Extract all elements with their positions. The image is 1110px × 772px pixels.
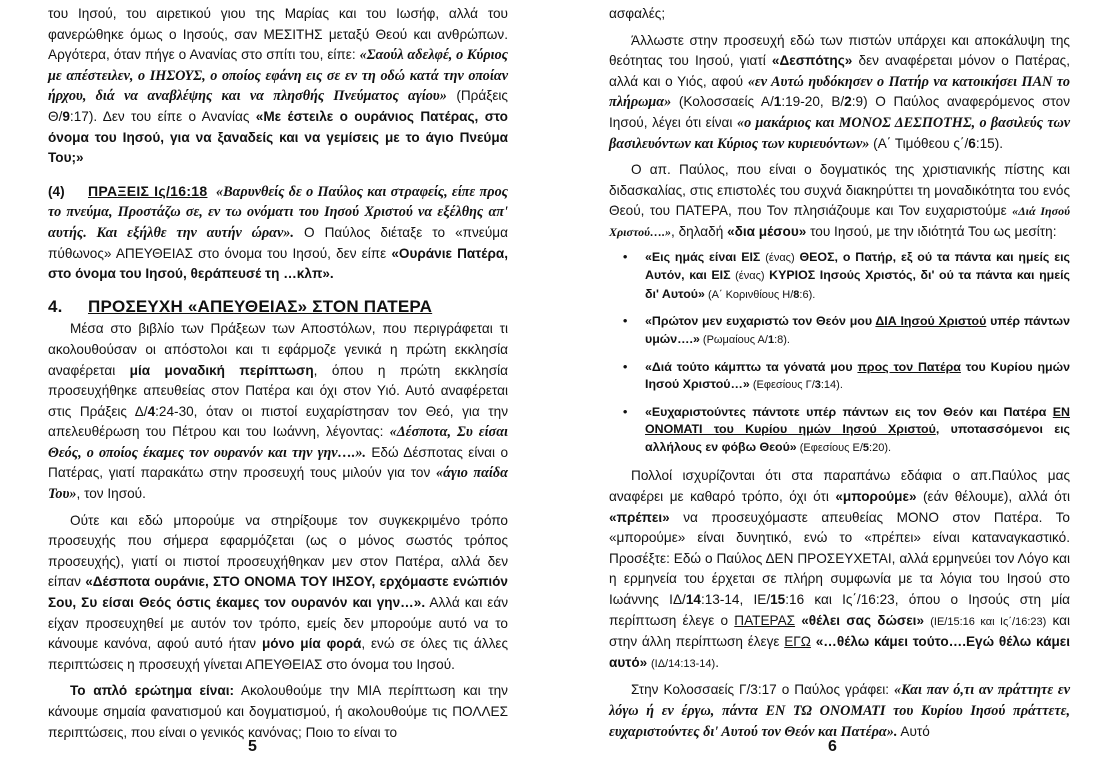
text: Άλλωστε στην προσευχή εδώ των πιστών υπάρχει και αποκάλυψη της θεότητας του Ιησού, γιατί — [609, 32, 1070, 69]
emphasis: «Δεσπότης» — [771, 53, 853, 69]
emphasis: «Με έστειλε ο ουράνιος Πατέρας, στο όνομα του Ιησού, για να ξαναδείς και να γεμίσεις με το άγιο Πνεύμα Του;» — [48, 108, 508, 166]
verse-emphasis: προς τον Πατέρα — [857, 359, 961, 374]
verse-list — [609, 249, 1070, 458]
paragraph-paul — [609, 160, 1070, 242]
reference: (ΙΔ/14:13-14) — [650, 657, 716, 670]
reference: :14). — [820, 379, 843, 392]
text: :13-14, ΙΕ/ — [700, 592, 771, 608]
scripture-quote: «εν Αυτώ ηυδόκησεν ο Πατήρ να κατοικήσει ΠΑΝ το πλήρωμα» — [609, 73, 1070, 111]
paragraph-acts — [48, 319, 508, 504]
chapter-number: 1 — [773, 94, 782, 110]
emphasis: «Δέσποτα ουράνιε, ΣΤΟ ΟΝΟΜΑ ΤΟΥ ΙΗΣΟΥ, ερχόμαστε ενώπιόν Σου, Συ είσαι Θεός όστις έκαμες τον ουρανόν και γην…». — [48, 574, 508, 611]
bullet-icon: • — [623, 314, 628, 329]
item-number: (4) — [48, 183, 65, 199]
text: , τον Ιησού. — [76, 486, 146, 502]
text: . — [715, 654, 719, 670]
reference: (ΙΕ/15:16 και Ις΄/16:23) — [930, 615, 1047, 628]
paragraph-despotis — [609, 31, 1070, 155]
chapter-number: 14 — [685, 592, 701, 608]
reference: :19-20, Β/ — [781, 94, 845, 110]
reference: (Πράξεις Θ/ — [48, 88, 508, 124]
verse-text: υπέρ πάντων υμών….» — [645, 314, 1071, 346]
text: και στην άλλη περίπτωση έλεγε — [609, 612, 1070, 650]
verse-emphasis: ΔΙΑ Ιησού Χριστού — [875, 314, 987, 329]
text: :24-30, όταν οι πιστοί ευχαρίστησαν τον Θεό, για την απελευθέρωση του Πέτρου και του Ιωάννη, λέγοντας: — [48, 403, 508, 440]
text: , ενώ σε όλες τις άλλες περιπτώσεις η προσευχή γίνεται ΑΠΕΥΘΕΙΑΣ στο όνομα του Ιησού. — [48, 636, 508, 672]
reference: (Α΄ Τιμόθεου ς΄/ — [869, 135, 969, 151]
chapter-number: 6 — [968, 135, 976, 151]
scripture-quote: «Και παν ό,τι αν πράττητε εν λόγω ή εν έργω, πάντα ΕΝ ΤΩ ΟΝΟΜΑΤΙ του Κυρίου Ιησού πράττετε, ευχαριστούντες δι' Αυτού τον Θεόν και Πατέρα». — [609, 682, 1071, 740]
text: του Ιησού, με την ιδιότητά Του ως μεσίτη: — [806, 223, 1057, 239]
verse-item — [623, 313, 1071, 349]
reference: (Εφεσίους Ε/ — [796, 441, 863, 454]
emphasis: «δια μέσου» — [727, 223, 807, 239]
text: Αυτό — [897, 723, 930, 739]
reference: (Α΄ Κορινθίους Η/ — [704, 288, 794, 301]
text: Ακολουθούμε την ΜΙΑ περίπτωση και την κάνουμε σημαία φανατισμού και δογματισμού, ή ακολουθούμε τις ΠΟΛΛΕΣ περιπτώσεις, που είναι ο γενικός κανόνας; Ποιο το είναι το — [48, 683, 508, 740]
emphasis: «Ουράνιε Πατέρα, στο όνομα του Ιησού, θεράπευσέ τη …κλπ». — [48, 245, 508, 282]
text: Ο απ. Παύλος, που είναι ο δογματικός της χριστιανικής πίστης και διδασκαλίας, στις επιστολές του συχνά διακηρύττει τη μοναδικότητα του ενός Θεού, του ΠΑΤΕΡΑ, που Τον πλησιάζουμε και Τον ευχαριστούμε — [609, 162, 1070, 219]
verse-item — [623, 249, 1070, 305]
paragraph-must — [609, 466, 1070, 674]
text: δεν αναφέρεται μόνον ο Πατέρας, αλλά και ο Υιός, αφού — [609, 53, 1070, 89]
scripture-reference: ΠΡΑΞΕΙΣ Ις/16:18 — [88, 182, 208, 199]
reference: (Εφεσίους Γ/ — [749, 379, 815, 392]
paragraph-method — [48, 511, 508, 676]
emphasis: μόνο μία φορά — [261, 636, 362, 652]
emphasis: «θέλει σας δώσει» — [801, 612, 925, 628]
chapter-number: 9 — [62, 108, 70, 124]
text: του Ιησού, του αιρετικού γιου της Μαρίας και του Ιωσήφ, αλλά του φανερώθηκε όμως ο Ιησούς, σαν ΜΕΣΙΤΗΣ μεταξύ Θεού και ανθρώπων. Αργότερα, όταν πήγε ο Ανανίας στο σπίτι του, είπε: — [48, 6, 508, 63]
text: :9) Ο Παύλος αναφερόμενος στον Ιησού, λέγει ότι είναι — [609, 94, 1070, 130]
text: , δηλαδή — [671, 223, 728, 239]
verse-text: ΚΥΡΙΟΣ Ιησούς Χριστός, δι' ού τα πάντα και ημείς δι' Αυτού» — [645, 268, 1070, 301]
reference: (Ρωμαίους Α/ — [699, 333, 768, 346]
reference: (Κολοσσαείς Α/ — [671, 94, 774, 110]
bullet-icon: • — [623, 249, 628, 264]
chapter-number: 3 — [814, 379, 821, 392]
verse-emphasis: ΕΝ ΟΝΟΜΑΤΙ του Κυρίου ημών Ιησού Χριστού — [645, 404, 1070, 437]
paragraph-colossians — [609, 680, 1070, 742]
text: :16 και Ις΄/16:23, όπου ο Ιησούς στη μία περίπτωση έλεγε ο — [609, 592, 1071, 628]
section-4-paragraph — [48, 181, 508, 285]
page-number: 5 — [248, 738, 257, 756]
verse-text: «Ευχαριστούντες πάντοτε υπέρ πάντων εις τον Θεόν και Πατέρα — [645, 404, 1053, 419]
gloss: (ένας) — [735, 270, 765, 283]
emphasis: «πρέπει» — [609, 509, 670, 525]
verse-text: , υποτασσόμενοι εις αλλήλους εν φόβω Θεού» — [645, 422, 1070, 454]
scripture-quote: «Βαρυνθείς δε ο Παύλος και στραφείς, είπε προς το πνεύμα, Προστάζω σε, εν τω ονόματι του Ιησού Χριστού να εξέλθης απ' αυτής. Και εξήλθε την αυτήν ώραν». — [48, 183, 509, 241]
text: Ο Παύλος διέταξε το «πνεύμα πύθωνος» ΑΠΕΥΘΕΙΑΣ στο όνομα του Ιησού, δεν είπε — [48, 224, 508, 261]
verse-text: ΘΕΟΣ, ο Πατήρ, εξ ού τα πάντα και ημείς εις Αυτόν, και ΕΙΣ — [645, 249, 1070, 283]
paragraph-continuation: ασφαλές; — [609, 6, 666, 21]
chapter-number: 2 — [844, 94, 852, 110]
text: Μέσα στο βιβλίο των Πράξεων των Αποστόλων, που περιγράφεται τι ακολουθούσαν οι απόστολοι και τι εφάρμοζε γενικά η πρώτη εκκλησία αναφέρεται — [48, 321, 508, 378]
verse-text: «Εις ημάς είναι ΕΙΣ — [645, 249, 766, 264]
text: :17). Δεν του είπε ο Ανανίας — [69, 108, 256, 124]
scripture-quote: «Δέσποτα, Συ είσαι Θεός, ο οποίος έκαμες τον ουρανόν και την γην….». — [48, 424, 508, 461]
emphasis: μία μοναδική περίπτωση — [129, 362, 314, 378]
chapter-number: 8 — [793, 288, 800, 301]
reference: :15). — [975, 135, 1004, 151]
chapter-number: 15 — [770, 592, 786, 608]
text: Αλλά και εάν είχαν προσευχηθεί με αυτόν τον τρόπο, εμείς δεν μπορούμε αυτό να το κάνουμε κανόνα, αφού αυτό ήταν — [48, 595, 508, 652]
heading-number: 4. — [48, 296, 63, 316]
reference: :6). — [799, 288, 816, 301]
text: Στην Κολοσσαείς Γ/3:17 ο Παύλος γράφει: — [631, 682, 895, 698]
verse-text: «Πρώτον μεν ευχαριστώ τον Θεόν μου — [645, 314, 876, 329]
paragraph-question — [48, 681, 508, 743]
text: να προσευχόμαστε απευθείας ΜΟΝΟ στον Πατέρα. Το «μπορούμε» είναι δυνητικό, ενώ το «πρέπει» είναι καταναγκαστικό. Προσέξτε: Εδώ ο Παύλος ΔΕΝ ΠΡΟΣΕΥΧΕΤΑΙ, αλλά ερμηνεύει τον Λόγο και η ερμηνεία του έρχεται σε πλήρη συμφωνία με τα λόγια του Ιησού στο Ιωάννης ΙΔ/ — [609, 509, 1070, 608]
bullet-icon: • — [623, 404, 628, 419]
reference: :8). — [774, 333, 790, 346]
text: (εάν θέλουμε), αλλά ότι — [916, 489, 1070, 505]
scripture-quote: «ο μακάριος και ΜΟΝΟΣ ΔΕΣΠΟΤΗΣ, ο βασιλεύς των βασιλευόντων και Κύριος των κυριευόντων» — [609, 114, 1070, 152]
verse-text: του Κυρίου ημών Ιησού Χριστού…» — [645, 359, 1070, 392]
page-right — [555, 0, 1110, 772]
verse-item — [623, 404, 1070, 458]
text: Εδώ Δέσποτας είναι ο Πατέρας, γιατί παρακάτω στην προσευχή τους μιλούν για τον — [48, 444, 509, 481]
underlined-word: ΠΑΤΕΡΑΣ — [734, 612, 796, 628]
scripture-quote: «άγιο παίδα Του» — [48, 465, 508, 503]
text: , όπου η πρώτη εκκλησία προσευχήθηκε απευθείας στον Πατέρα και όχι στον Υιό. Αυτό αναφέρεται στις Πράξεις Δ/ — [48, 362, 508, 419]
reference: :20). — [869, 441, 892, 454]
emphasis: Το απλό ερώτημα είναι: — [70, 683, 235, 699]
paragraph-intro — [48, 4, 508, 169]
heading-text: ΠΡΟΣΕΥΧΗ «ΑΠΕΥΘΕΙΑΣ» ΣΤΟΝ ΠΑΤΕΡΑ — [88, 296, 433, 316]
chapter-number: 5 — [862, 441, 870, 454]
text: Ούτε και εδώ μπορούμε να στηρίξουμε τον συγκεκριμένο τρόπο προσευχής που σήμερα εφαρμόζεται (ως ο μόνος σωστός τρόπος προσευχής), γιατί οι πιστοί προσευχήθηκαν μεν στον Πατέρα, αλλά δεν είπαν — [48, 512, 508, 590]
section-heading — [48, 297, 508, 318]
chapter-number: 1 — [767, 333, 775, 346]
gloss: (ένας) — [765, 251, 795, 264]
underlined-word: ΕΓΩ — [784, 634, 811, 650]
emphasis: «…θέλω κάμει τούτο….Εγώ θέλω κάμει αυτό» — [609, 634, 1070, 670]
bullet-icon: • — [623, 359, 628, 374]
verse-item — [623, 359, 1070, 395]
chapter-number: 4 — [147, 403, 156, 419]
verse-text: «Διά τούτο κάμπτω τα γόνατά μου — [645, 359, 858, 374]
emphasis: «μπορούμε» — [835, 489, 917, 505]
text: Πολλοί ισχυρίζονται ότι στα παραπάνω εδάφια ο απ.Παύλος μας αναφέρει με καθαρό τρόπο, όχι ότι — [609, 468, 1070, 505]
scripture-quote: «Διά Ιησού Χριστού….» — [609, 204, 1070, 239]
scripture-quote: «Σαούλ αδελφέ, ο Κύριος με απέστειλεν, ο ΙΗΣΟΥΣ, ο οποίος εφάνη εις σε εν τη οδώ κατά την οποίαν ήρχου, διά να αναβλέψης και να πλησθής Πνεύματος αγίου» — [48, 47, 508, 105]
page-number: 6 — [828, 738, 837, 756]
